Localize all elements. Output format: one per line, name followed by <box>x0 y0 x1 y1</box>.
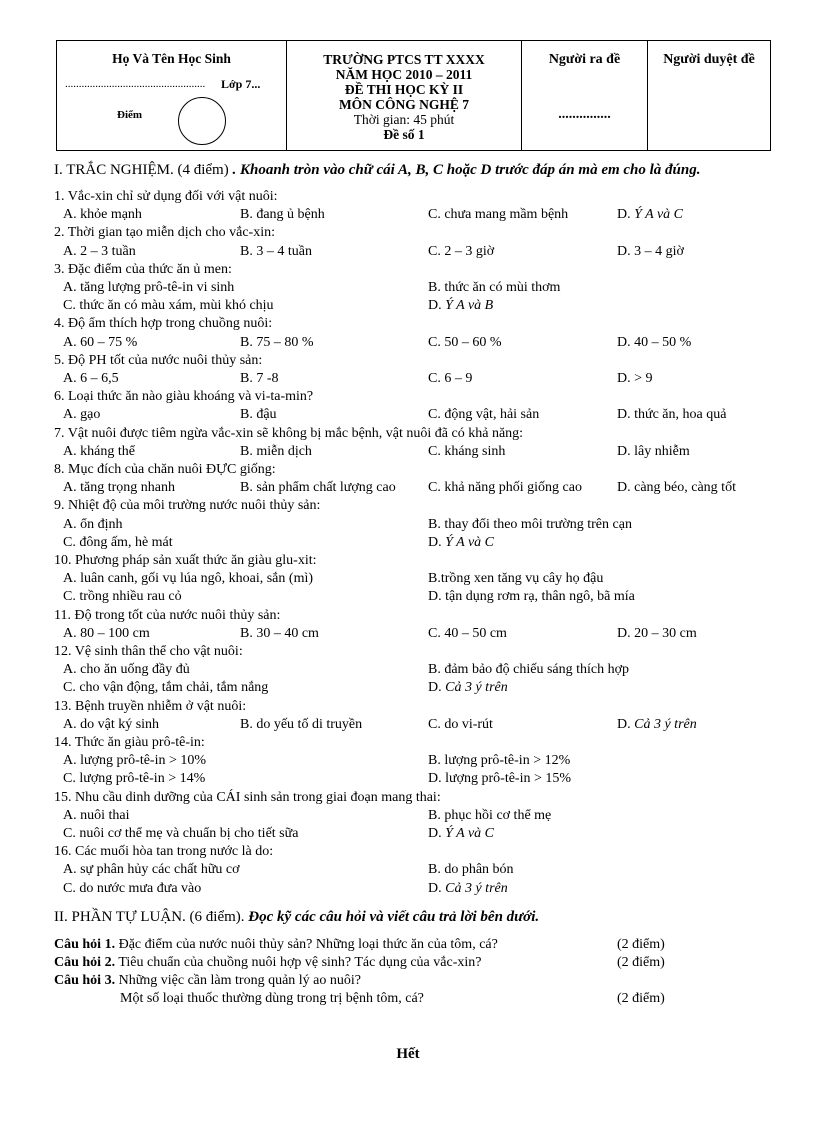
option-d: D. Ý A và C <box>428 534 495 550</box>
essay-question-1: Câu hỏi 1. Đặc điểm của nước nuôi thủy sản? Những loại thức ăn của tôm, cá? <box>54 937 498 952</box>
option-c: C. chưa mang mầm bệnh <box>428 207 569 223</box>
essay-question-3-line2: Một số loại thuốc thường dùng trong trị bệnh tôm, cá? <box>120 991 424 1006</box>
option-c: C. nuôi cơ thể mẹ và chuẩn bị cho tiết sữa <box>63 826 299 841</box>
question-3: 3. Đặc điểm của thức ăn ủ men: <box>54 261 232 277</box>
score-label: Điểm <box>117 109 143 121</box>
essay-points-2: (2 điểm) <box>617 955 665 970</box>
option-a: A. lượng prô-tê-in > 10% <box>63 753 207 769</box>
author-cell <box>522 41 648 150</box>
part2-title: II. PHẦN TỰ LUẬN. <box>54 909 186 925</box>
question-11: 11. Độ trong tốt của nước nuôi thủy sản: <box>54 607 281 623</box>
part2-points: (6 điểm). <box>185 909 245 925</box>
question-10: 10. Phương pháp sản xuất thức ăn giàu glu-xit: <box>54 553 317 568</box>
question-12: 12. Vệ sinh thân thể cho vật nuôi: <box>54 644 243 659</box>
student-name-title: Họ Và Tên Học Sinh <box>112 51 231 66</box>
question-1: 1. Vắc-xin chỉ sử dụng đối với vật nuôi: <box>54 189 278 204</box>
option-a: A. kháng thể <box>63 443 135 459</box>
part1-heading <box>54 162 701 179</box>
option-c: C. 6 – 9 <box>428 371 473 386</box>
option-a: A. ổn định <box>63 516 123 532</box>
option-c: C. 50 – 60 % <box>428 334 502 350</box>
option-c: C. do vi-rút <box>428 716 493 732</box>
option-b: B. thức ăn có mùi thơm <box>428 280 561 295</box>
reviewer-cell <box>648 41 770 150</box>
option-b: B. sản phẩm chất lượng cao <box>240 480 396 496</box>
option-d: D. > 9 <box>617 371 653 386</box>
option-b: B. do yếu tố di truyền <box>240 716 363 732</box>
header-table <box>56 40 771 151</box>
question-13: 13. Bệnh truyền nhiễm ở vật nuôi: <box>54 698 247 714</box>
question-5: 5. Độ PH tốt của nước nuôi thủy sản: <box>54 352 263 368</box>
option-b: B.trồng xen tăng vụ cây họ đậu <box>428 571 604 587</box>
option-a: A. tăng trọng nhanh <box>63 480 175 496</box>
question-6: 6. Loại thức ăn nào giàu khoáng và vi-ta-min? <box>54 389 314 405</box>
part2-heading <box>54 909 539 926</box>
option-d: D. lượng prô-tê-in > 15% <box>428 771 572 787</box>
essay-question-2: Câu hỏi 2. Tiêu chuẩn của chuồng nuôi hợp vệ sinh? Tác dụng của vắc-xin? <box>54 955 482 970</box>
exam-info-cell <box>287 41 522 150</box>
option-a: A. 60 – 75 % <box>63 334 138 350</box>
option-c: C. trồng nhiều rau cỏ <box>63 589 182 605</box>
option-c: C. 40 – 50 cm <box>428 625 507 641</box>
option-c: C. lượng prô-tê-in > 14% <box>63 771 206 787</box>
score-circle <box>178 97 226 145</box>
option-d: D. Cả 3 ý trên <box>428 880 508 896</box>
option-a: A. tăng lượng prô-tê-in vi sinh <box>63 280 235 295</box>
exam-name: ĐỀ THI HỌC KỲ II <box>344 82 464 97</box>
option-b: B. đang ủ bệnh <box>240 207 325 223</box>
option-d: D. Cả 3 ý trên <box>617 716 697 732</box>
option-d: D. Ý A và C <box>617 207 684 223</box>
option-b: B. lượng prô-tê-in > 12% <box>428 753 571 769</box>
option-b: B. thay đổi theo môi trường trên cạn <box>428 516 632 532</box>
essay-points-3: (2 điểm) <box>617 991 665 1006</box>
option-a: A. 6 – 6,5 <box>63 371 119 386</box>
end-mark: Hết <box>396 1046 420 1062</box>
part2-instruction: Đọc kỹ các câu hỏi và viết câu trả lời bên dưới. <box>248 909 540 925</box>
option-a: A. 2 – 3 tuần <box>63 243 136 259</box>
option-c: C. cho vận động, tắm chải, tắm nắng <box>63 680 269 696</box>
option-b: B. 3 – 4 tuần <box>240 243 312 259</box>
option-d: D. Ý A và B <box>428 298 494 314</box>
author-label: Người ra đề <box>548 52 621 67</box>
question-15: 15. Nhu cầu dinh dưỡng của CÁI sinh sản trong giai đoạn mang thai: <box>54 789 441 805</box>
option-b: B. miễn dịch <box>240 443 312 459</box>
part1-instruction: . Khoanh tròn vào chữ cái A, B, C hoặc D trước đáp án mà em cho là đúng. <box>232 162 701 178</box>
option-c: C. do nước mưa đưa vào <box>63 880 202 896</box>
option-a: A. luân canh, gối vụ lúa ngô, khoai, sắn (mì) <box>63 571 314 587</box>
essay-question-3: Câu hỏi 3. Những việc cần làm trong quản lý ao nuôi? <box>54 973 361 988</box>
option-b: B. 7 -8 <box>240 371 279 386</box>
option-d: D. tận dụng rơm rạ, thân ngô, bã mía <box>428 589 635 605</box>
option-d: D. 3 – 4 giờ <box>617 243 684 259</box>
option-a: A. cho ăn uống đầy đủ <box>63 662 190 678</box>
exam-time: Thời gian: 45 phút <box>353 112 455 127</box>
question-8: 8. Mục đích của chăn nuôi ĐỰC giống: <box>54 462 276 477</box>
option-b: B. 30 – 40 cm <box>240 625 319 641</box>
question-14: 14. Thức ăn giàu prô-tê-in: <box>54 735 205 750</box>
option-d: D. Ý A và C <box>428 826 495 841</box>
option-a: A. nuôi thai <box>63 807 130 823</box>
option-d: D. Cả 3 ý trên <box>428 680 508 696</box>
subject-name: MÔN CÔNG NGHỆ 7 <box>338 97 470 112</box>
name-dots: ................................................... <box>65 78 206 90</box>
student-info-cell <box>57 41 287 150</box>
option-d: D. lây nhiễm <box>617 443 690 459</box>
question-2: 2. Thời gian tạo miễn dịch cho vắc-xin: <box>54 225 275 241</box>
reviewer-label: Người duyệt đề <box>663 52 755 67</box>
option-d: D. 40 – 50 % <box>617 334 692 350</box>
option-d: D. thức ăn, hoa quả <box>617 407 727 423</box>
option-c: C. động vật, hải sản <box>428 407 540 423</box>
question-16: 16. Các muối hòa tan trong nước là do: <box>54 844 274 860</box>
option-b: B. 75 – 80 % <box>240 334 314 350</box>
question-7: 7. Vật nuôi được tiêm ngừa vắc-xin sẽ không bị mắc bệnh, vật nuôi đã có khả năng: <box>54 425 524 441</box>
option-b: B. phục hồi cơ thể mẹ <box>428 807 552 823</box>
option-a: A. 80 – 100 cm <box>63 625 150 641</box>
school-year: NĂM HỌC 2010 – 2011 <box>335 67 473 82</box>
option-b: B. đảm bảo độ chiếu sáng thích hợp <box>428 662 630 678</box>
part1-points: (4 điểm) <box>173 162 229 178</box>
option-c: C. 2 – 3 giờ <box>428 243 495 259</box>
option-b: B. đậu <box>240 407 277 423</box>
option-a: A. sự phân hủy các chất hữu cơ <box>63 862 240 878</box>
author-dots: ............... <box>558 107 611 122</box>
class-label: Lớp 7... <box>221 77 261 91</box>
option-c: C. thức ăn có màu xám, mùi khó chịu <box>63 298 274 314</box>
option-c: C. kháng sinh <box>428 443 506 459</box>
option-b: B. do phân bón <box>428 862 514 878</box>
option-a: A. gạo <box>63 407 101 423</box>
option-d: D. càng béo, càng tốt <box>617 480 736 496</box>
part1-title: I. TRẮC NGHIỆM. <box>54 162 174 178</box>
question-4: 4. Độ ẩm thích hợp trong chuồng nuôi: <box>54 316 273 332</box>
option-d: D. 20 – 30 cm <box>617 625 697 641</box>
option-a: A. khỏe mạnh <box>63 207 142 223</box>
question-9: 9. Nhiệt độ của môi trường nước nuôi thủy sản: <box>54 498 321 514</box>
option-c: C. khả năng phối giống cao <box>428 480 582 496</box>
option-c: C. đông ấm, hè mát <box>63 534 173 550</box>
school-name: TRƯỜNG PTCS TT XXXX <box>323 52 485 67</box>
exam-version: Đề số 1 <box>383 127 425 142</box>
option-a: A. do vật ký sinh <box>63 716 160 732</box>
essay-points-1: (2 điểm) <box>617 937 665 952</box>
